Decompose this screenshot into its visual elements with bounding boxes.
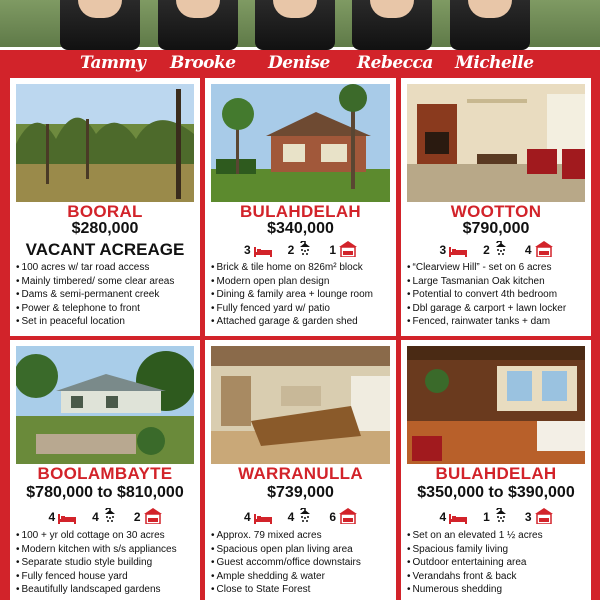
bed-icon — [58, 512, 76, 524]
listing-card[interactable] — [205, 340, 396, 600]
property-photo — [16, 84, 194, 202]
beds-count: 4 — [48, 510, 56, 524]
feature-item: • Fully fenced house yard — [16, 570, 196, 584]
listing-subtitle: VACANT ACREAGE — [25, 240, 185, 259]
property-photo — [407, 346, 585, 464]
listing-town: BOOLAMBAYTE — [37, 464, 173, 483]
garage-car-icon — [535, 241, 553, 257]
feature-item: • Modern open plan design — [211, 275, 392, 289]
feature-item: • Separate studio style building — [16, 556, 196, 570]
feature-item: • Modern kitchen with s/s appliances — [16, 543, 196, 557]
beds — [439, 508, 467, 524]
garage-car-icon — [339, 508, 357, 524]
listing-town: BOORAL — [67, 202, 143, 221]
property-icons — [401, 508, 591, 524]
feature-item: • “Clearview Hill” - set on 6 acres — [407, 261, 587, 275]
cars-count: 4 — [524, 243, 532, 257]
feature-item: • Outdoor entertaining area — [407, 556, 587, 570]
listing-card[interactable] — [10, 340, 200, 600]
bed-icon — [254, 512, 272, 524]
baths-count: 4 — [92, 510, 99, 524]
listing-price: $790,000 — [462, 220, 530, 237]
property-photo — [211, 84, 390, 202]
feature-item: • Close to State Forest — [211, 583, 392, 597]
agent-name: Brooke — [170, 53, 236, 73]
feature-item: • Ample shedding & water — [211, 570, 392, 584]
feature-list — [407, 261, 587, 329]
baths — [288, 241, 314, 257]
bed-icon — [449, 245, 467, 257]
feature-item: • Approx. 79 mixed acres — [211, 529, 392, 543]
baths-count: 2 — [483, 243, 490, 257]
cars — [134, 508, 162, 524]
shower-icon — [493, 508, 509, 524]
feature-item: • Numerous shedding — [407, 583, 587, 597]
cars-count: 2 — [133, 510, 141, 524]
bed-icon — [254, 245, 272, 257]
baths-count: 1 — [483, 510, 490, 524]
shower-icon — [102, 508, 118, 524]
agent-name: Denise — [268, 53, 330, 73]
listing-price: $780,000 to $810,000 — [26, 484, 184, 501]
property-icons — [10, 508, 200, 524]
feature-item: • 100 acres w/ tar road access — [16, 261, 196, 275]
feature-item: • Dams & semi-permanent creek — [16, 288, 196, 302]
listing-town: BULAHDELAH — [435, 464, 557, 483]
beds — [439, 241, 467, 257]
feature-item: • Large Tasmanian Oak kitchen — [407, 275, 587, 289]
garage-car-icon — [535, 508, 553, 524]
property-photo — [211, 346, 390, 464]
agent-name: Rebecca — [357, 53, 433, 73]
feature-item: • Fully fenced yard w/ patio — [211, 302, 392, 316]
property-icons — [401, 241, 591, 257]
agent-name: Michelle — [455, 53, 534, 73]
feature-item: • Mainly timbered/ some clear areas — [16, 275, 196, 289]
feature-item: • Attached garage & garden shed — [211, 315, 392, 329]
listing-town: WOOTTON — [450, 202, 542, 221]
feature-item: • Fenced, rainwater tanks + dam — [407, 315, 587, 329]
garage-car-icon — [144, 508, 162, 524]
agent-photo-tammy — [60, 0, 140, 50]
bed-icon — [449, 512, 467, 524]
listing-price: $280,000 — [71, 220, 139, 237]
baths-count: 4 — [287, 510, 295, 524]
feature-list — [211, 529, 392, 597]
listing-card[interactable] — [401, 78, 591, 336]
feature-item: • Potential to convert 4th bedroom — [407, 288, 587, 302]
property-icons — [205, 241, 396, 257]
feature-item: • Beautifully landscaped gardens — [16, 583, 196, 597]
shower-icon — [297, 241, 313, 257]
agent-photo-strip — [0, 0, 600, 50]
feature-list — [16, 529, 196, 597]
beds-count: 3 — [243, 243, 251, 257]
feature-list — [16, 261, 196, 329]
baths — [483, 241, 509, 257]
beds-count: 4 — [243, 510, 251, 524]
listing-town: WARRANULLA — [238, 464, 363, 483]
agent-photo-michelle — [450, 0, 530, 50]
cars-count: 1 — [329, 243, 337, 257]
shower-icon — [493, 241, 509, 257]
cars — [329, 241, 357, 257]
feature-item: • Dbl garage & carport + lawn locker — [407, 302, 587, 316]
cars-count: 3 — [524, 510, 532, 524]
feature-list — [407, 529, 587, 597]
listing-price: $340,000 — [267, 220, 334, 237]
cars-count: 6 — [329, 510, 337, 524]
agent-photo-denise — [255, 0, 335, 50]
listing-card[interactable] — [205, 78, 396, 336]
shower-icon — [297, 508, 313, 524]
feature-item: • Brick & tile home on 826m² block — [211, 261, 392, 275]
feature-item: • Guest accomm/office downstairs — [211, 556, 392, 570]
baths — [288, 508, 314, 524]
agent-photo-brooke — [158, 0, 238, 50]
beds-count: 4 — [439, 510, 447, 524]
feature-item: • Dining & family area + lounge room — [211, 288, 392, 302]
feature-item: • 100 + yr old cottage on 30 acres — [16, 529, 196, 543]
feature-list — [211, 261, 392, 329]
listing-price: $350,000 to $390,000 — [417, 484, 575, 501]
property-icons — [205, 508, 396, 524]
property-photo — [16, 346, 194, 464]
feature-item: • Set on an elevated 1 ½ acres — [407, 529, 587, 543]
agent-name: Tammy — [80, 53, 146, 73]
beds — [244, 508, 272, 524]
baths — [92, 508, 118, 524]
feature-item: • Set in peaceful location — [16, 315, 196, 329]
agent-photo-rebecca — [352, 0, 432, 50]
garage-car-icon — [339, 241, 357, 257]
feature-item: • Spacious family living — [407, 543, 587, 557]
property-photo — [407, 84, 585, 202]
listing-price: $739,000 — [267, 484, 334, 501]
cars — [329, 508, 357, 524]
listing-town: BULAHDELAH — [239, 202, 362, 221]
baths — [483, 508, 509, 524]
beds-count: 3 — [439, 243, 447, 257]
feature-item: • Power & telephone to front — [16, 302, 196, 316]
agent-names-bar — [0, 53, 600, 73]
cars — [525, 241, 553, 257]
beds — [48, 508, 76, 524]
listing-card[interactable] — [401, 340, 591, 600]
baths-count: 2 — [287, 243, 295, 257]
feature-item: • Verandahs front & back — [407, 570, 587, 584]
cars — [525, 508, 553, 524]
beds — [244, 241, 272, 257]
listing-card[interactable] — [10, 78, 200, 336]
feature-item: • Spacious open plan living area — [211, 543, 392, 557]
